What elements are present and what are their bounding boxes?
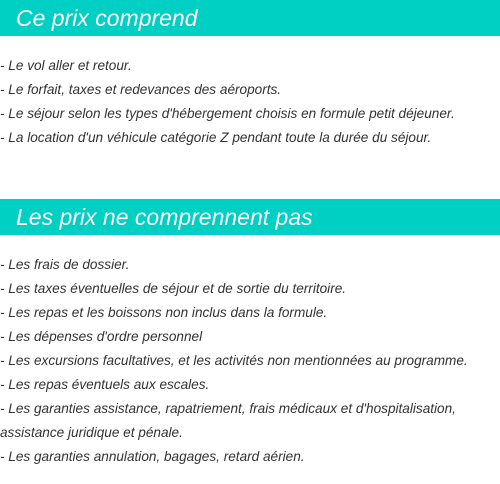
list-item: - La location d'un véhicule catégorie Z pendant toute la durée du séjour.: [0, 130, 432, 145]
list-item: - Les excursions facultatives, et les activités non mentionnées au programme.: [0, 353, 468, 368]
list-item: - Les taxes éventuelles de séjour et de sortie du territoire.: [0, 281, 347, 296]
list-item: - Le forfait, taxes et redevances des aéroports.: [0, 82, 282, 97]
excluded-items-list: [0, 253, 500, 469]
list-item: - Les garanties assistance, rapatriement, frais médicaux et d'hospitalisation, assistance juridique et pénale.: [0, 401, 456, 440]
list-item: - Les garanties annulation, bagages, retard aérien.: [0, 449, 305, 464]
list-item: - Les dépenses d'ordre personnel: [0, 329, 203, 344]
included-section-title: Ce prix comprend: [0, 0, 500, 36]
list-item: - Le vol aller et retour.: [0, 58, 132, 73]
excluded-section-title: Les prix ne comprennent pas: [0, 199, 500, 235]
list-item: - Le séjour selon les types d'hébergement choisis en formule petit déjeuner.: [0, 106, 455, 121]
list-item: - Les repas et les boissons non inclus dans la formule.: [0, 305, 328, 320]
included-items-list: [0, 54, 500, 150]
list-item: - Les frais de dossier.: [0, 257, 130, 272]
list-item: - Les repas éventuels aux escales.: [0, 377, 210, 392]
